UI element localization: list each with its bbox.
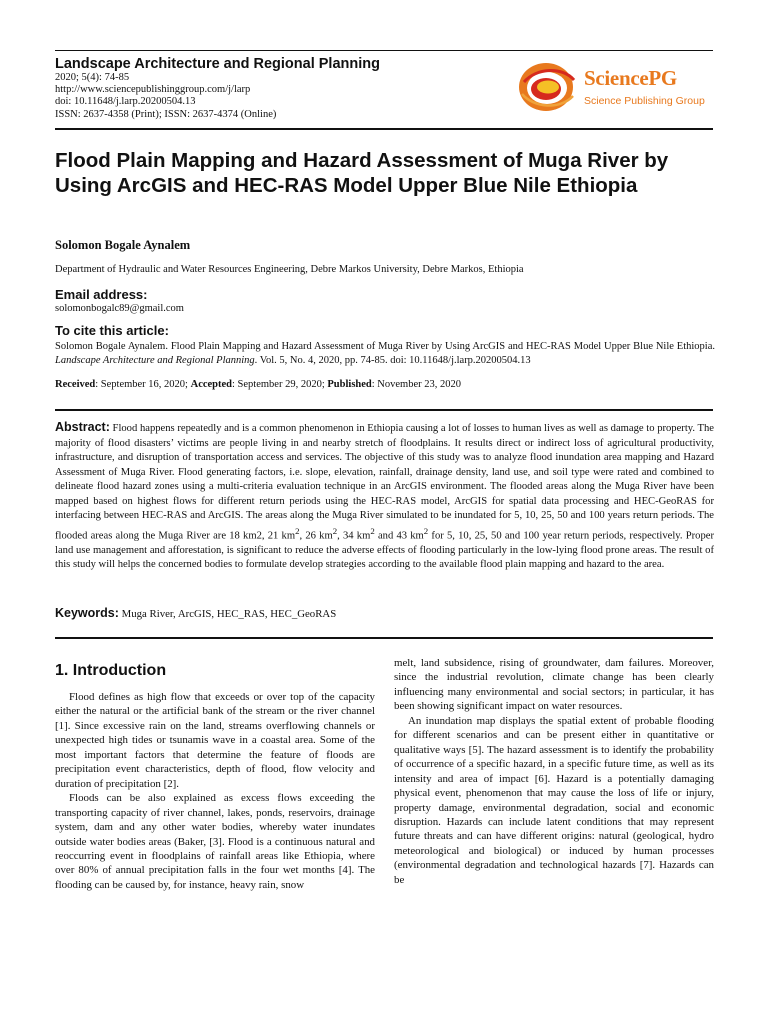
abstract bbox=[55, 420, 714, 573]
journal-url[interactable]: http://www.sciencepublishinggroup.com/j/larp bbox=[55, 84, 251, 96]
citation-part-2: . Vol. 5, No. 4, 2020, pp. 74-85. doi: 10.11648/j.larp.20200504.13 bbox=[254, 355, 531, 367]
citation-journal: Landscape Architecture and Regional Planning bbox=[55, 355, 255, 367]
article-dates bbox=[55, 378, 461, 392]
title-top-rule bbox=[55, 128, 713, 130]
received-date: : September 16, 2020; bbox=[95, 379, 191, 390]
paragraph: An inundation map displays the spatial extent of probable flooding for different scenarios and can be present either in quantitative or qualitative ways [5]. The hazard assessment is to identify the probability of occurrence of a specific hazard, in a specific future time, as well as its intensity and area of impact [6]. Hazard is a potentially damaging physical event, phenomenon that may cause the loss of life or injury, property damage, environmental degradation, social and economic disruption. Hazards can include latent conditions that may represent future threats and can have different origins: natural (geological, hydro meteorological and biological) or induced by human processes (environmental degradation and technological hazards [7]. Hazards can be bbox=[394, 714, 714, 886]
received-label: Received bbox=[55, 379, 96, 390]
email-heading: Email address: bbox=[55, 287, 148, 302]
keywords-text: Muga River, ArcGIS, HEC_RAS, HEC_GeoRAS bbox=[118, 608, 337, 620]
journal-doi: doi: 10.11648/j.larp.20200504.13 bbox=[55, 96, 196, 108]
accepted-date: : September 29, 2020; bbox=[232, 379, 328, 390]
citation-text bbox=[55, 340, 715, 369]
sciencepg-swirl-logo-icon bbox=[518, 60, 578, 114]
email-address[interactable]: solomonbogalc89@gmail.com bbox=[55, 303, 184, 314]
abstract-text-4: and 43 km bbox=[374, 530, 424, 542]
accepted-label: Accepted bbox=[190, 379, 233, 390]
paragraph: Flood defines as high flow that exceeds or over top of the capacity either the natural or the artificial bank of the stream or the river channel [1]. Since excessive rain on the land, streams overflowing channels or unexpected high tides or tsunamis wave in a coastal area. Some of the most important factors that determine the feature of floods are precipitation event characteristics, depth of flood, flow velocity and duration of precipitation [2]. bbox=[55, 691, 375, 790]
keywords-label: Keywords: bbox=[55, 606, 119, 620]
superscript: 2 bbox=[332, 525, 338, 536]
sciencepg-logo bbox=[518, 60, 718, 114]
published-date: : November 23, 2020 bbox=[371, 379, 461, 390]
body-top-rule bbox=[55, 637, 713, 639]
journal-header bbox=[55, 56, 380, 121]
abstract-text-2: , 26 km bbox=[299, 530, 333, 542]
cite-heading: To cite this article: bbox=[55, 323, 169, 338]
citation-part-1: Solomon Bogale Aynalem. Flood Plain Mapping and Hazard Assessment of Muga River by Using ArcGIS and HEC-RAS Model Upper Blue Nile Ethiopia. bbox=[55, 341, 715, 352]
superscript: 2 bbox=[423, 525, 429, 536]
abstract-text-5: for 5, 10, 25, 50 and 100 year return periods, respectively. Proper land use management and afforestation, is significant to reduce the adverse effects of flooding particularly in the low-lying flood prone areas. The result of this study will helps the concerned bodies to formulate develop strategies according to the available flood plain mapping and hazard to the area. bbox=[55, 530, 715, 571]
article-title: Flood Plain Mapping and Hazard Assessment of Muga River by Using ArcGIS and HEC-RAS Model Upper Blue Nile Ethiopia bbox=[55, 149, 669, 197]
journal-volume: 2020; 5(4): 74-85 bbox=[55, 72, 130, 83]
body-left-column bbox=[55, 656, 375, 892]
abstract-text-1: Flood happens repeatedly and is a common phenomenon in Ethiopia causing a lot of losses to human lives as well as damage to property. The majority of flood disasters’ victims are people living in and nearby stretch of floodplains. It results direct or indirect loss of agricultural productivity, infrastructure, and disruption of transportation access and services. The objective of this study was to analyze flood inundation area mapping and Hazard Assessment of Muga River. Flood generating factors, i.e. slope, elevation, rainfall, drainage density, land use, and soil type were rated and combined to delineate flood hazard zones using a multi-criteria evaluation technique in an ArcGIS environment. The flooded areas along the Muga River have been mapped based on highest flows for different return periods using the HEC-RAS model, ArcGIS for spatial data processing and HEC-GeoRAS for interfacing between HEC-RAS and ArcGIS. The areas along the Muga River simulated to be inundated for 5, 10, 25, 50 and 100 years return periods. The flooded areas along the Muga River are 18 km2, 21 km bbox=[55, 423, 714, 542]
abstract-text-3: , 34 km bbox=[337, 530, 371, 542]
section-heading: 1. Introduction bbox=[55, 662, 167, 679]
journal-issn: ISSN: 2637-4358 (Print); ISSN: 2637-4374 (Online) bbox=[55, 108, 277, 120]
author-name: Solomon Bogale Aynalem bbox=[55, 238, 191, 252]
logo-name: SciencePG bbox=[584, 66, 677, 90]
paragraph: melt, land subsidence, rising of groundwater, dam failures. Moreover, since the industrial revolution, climate change has been clearly influencing many environmental and social sectors; in particular, it has been showing significant impact on water resources. bbox=[394, 657, 714, 713]
abstract-label: Abstract: bbox=[55, 420, 110, 434]
keywords bbox=[55, 606, 336, 620]
logo-subtitle: Science Publishing Group bbox=[584, 95, 705, 107]
body-right-column bbox=[394, 656, 714, 887]
abstract-top-rule bbox=[55, 409, 713, 411]
journal-name: Landscape Architecture and Regional Planning bbox=[55, 56, 380, 72]
published-label: Published bbox=[327, 379, 372, 390]
superscript: 2 bbox=[295, 525, 300, 536]
superscript: 2 bbox=[370, 525, 375, 536]
header-top-rule bbox=[55, 50, 713, 51]
author-affiliation: Department of Hydraulic and Water Resources Engineering, Debre Markos University, Debre Markos, Ethiopia bbox=[55, 264, 524, 275]
paragraph: Floods can be also explained as excess flows exceeding the transporting capacity of river channel, lakes, ponds, reservoirs, drainage system, dam and any other water bodies, whereby water inundates outside water bodies areas (Baker, [3]. Flood is a continuous natural and reoccurring event in floodplains of rainfall areas like Ethiopia, where over 80% of annual precipitation falls in the four wet months [4]. The flooding can be caused by, for instance, heavy rain, snow bbox=[55, 792, 375, 891]
